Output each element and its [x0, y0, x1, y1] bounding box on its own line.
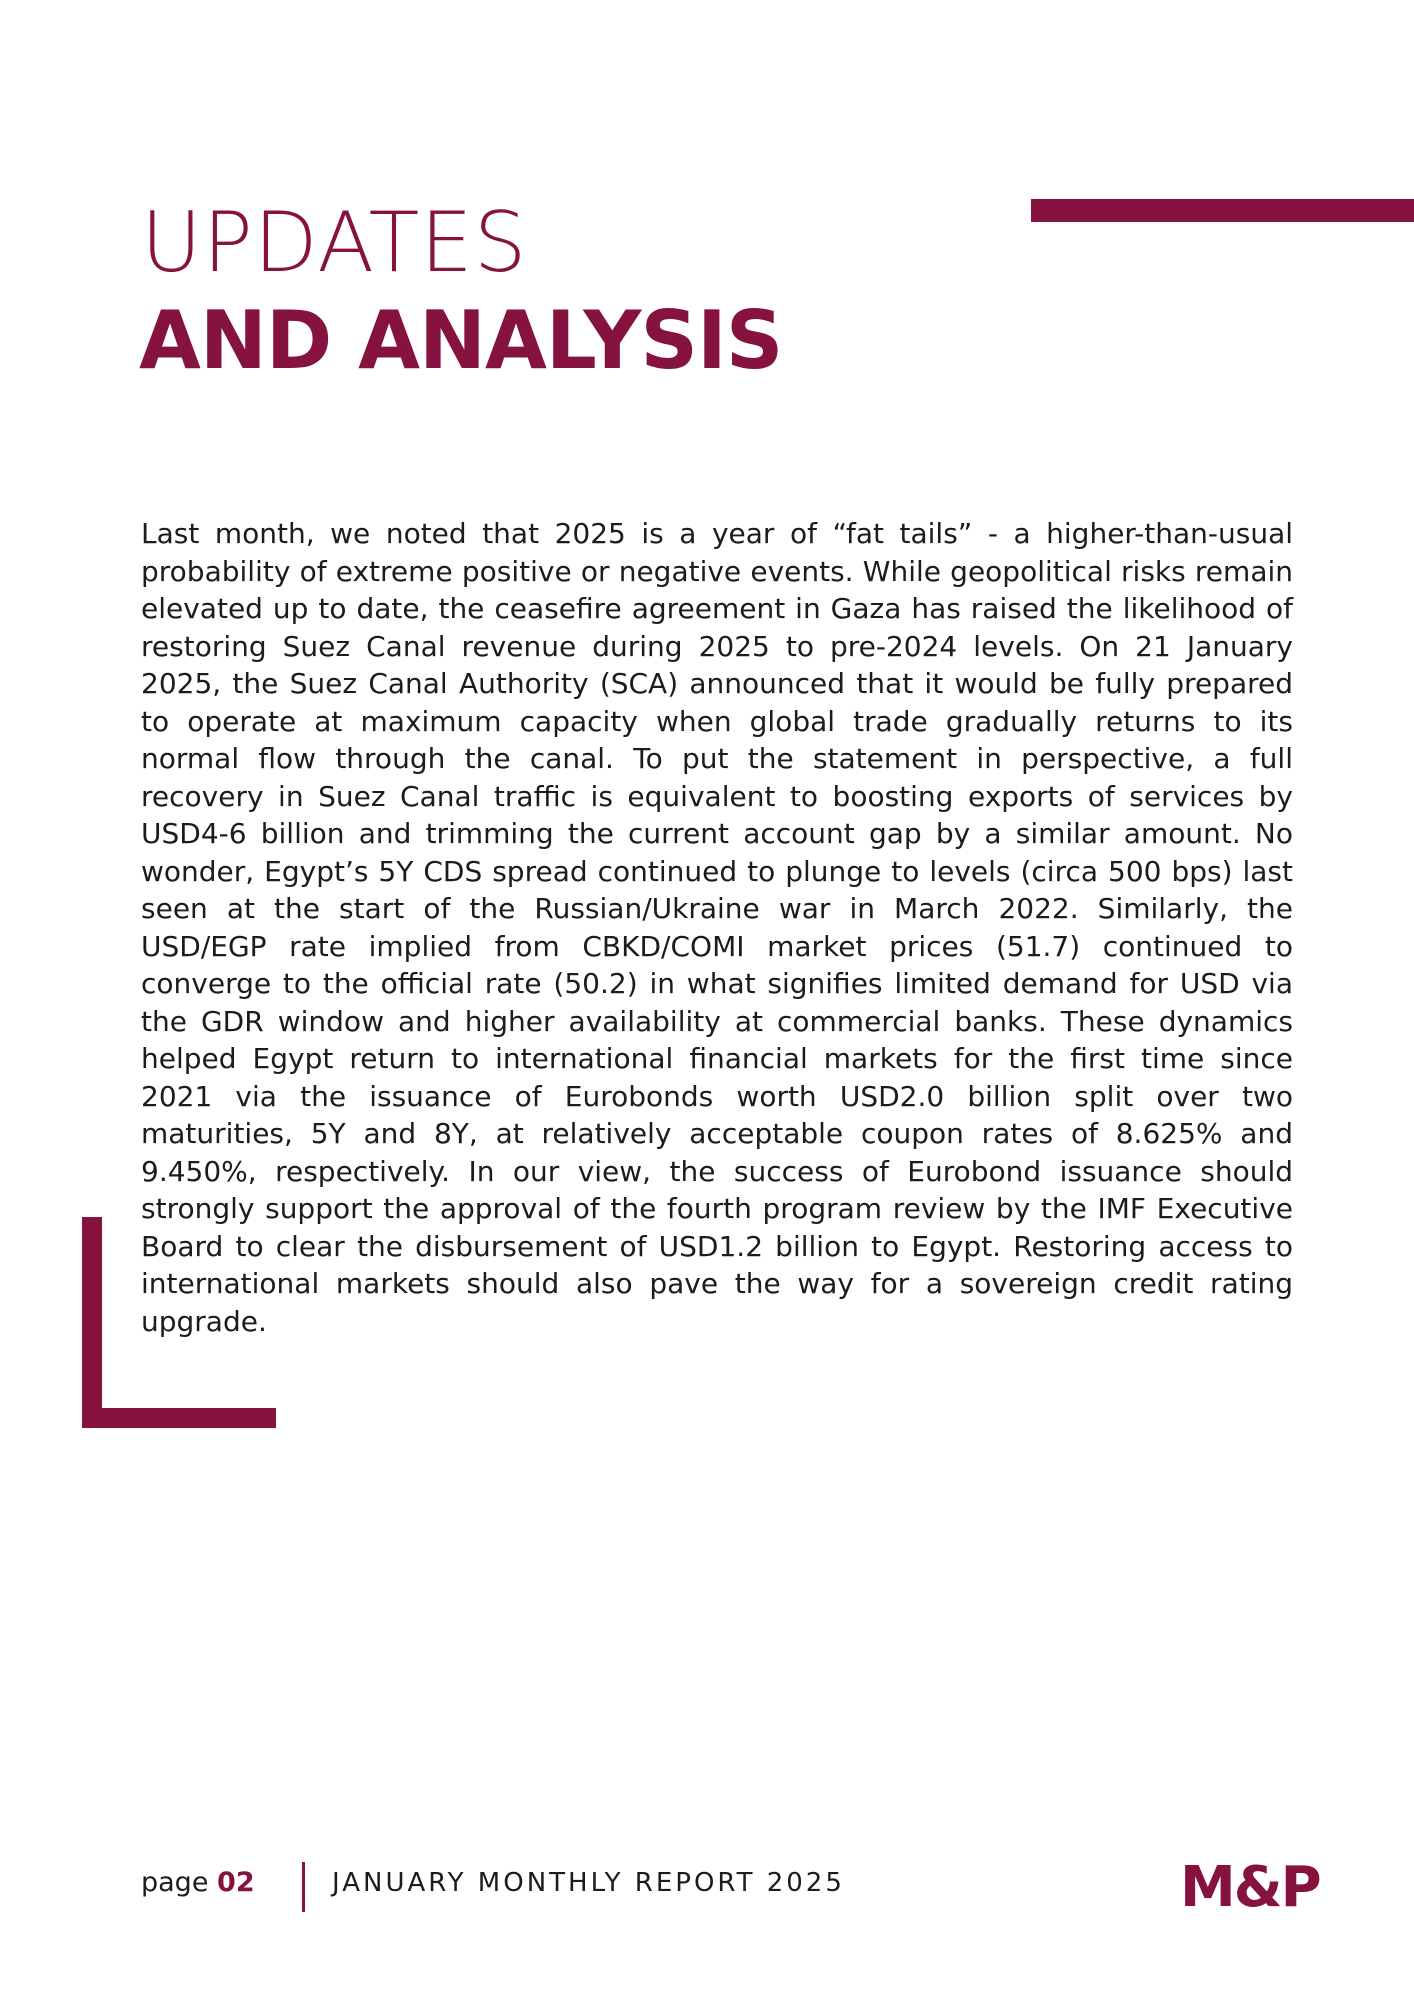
brand-logo: M&P — [1180, 1855, 1320, 1920]
page-label: page — [141, 1867, 209, 1898]
page-title-line-2: AND ANALYSIS — [139, 294, 783, 387]
page-number: 02 — [217, 1867, 255, 1898]
corner-bracket-vertical — [82, 1217, 102, 1428]
corner-bracket-horizontal — [82, 1408, 276, 1428]
footer-page-indicator — [141, 1865, 255, 1901]
report-title: JANUARY MONTHLY REPORT 2025 — [332, 1868, 845, 1898]
footer-divider — [302, 1862, 305, 1912]
top-accent-bar — [1031, 199, 1414, 222]
page-title-line-1: UPDATES — [141, 194, 528, 291]
body-paragraph: Last month, we noted that 2025 is a year of “fat tails” - a higher-than-usual probability of extreme positive or negative events. While geopolitical risks remain elevated up to date, the ceasefire agreement in Gaza has raised the likelihood of restoring Suez Canal revenue during 2025 to pre-2024 levels. On 21 January 2025, the Suez Canal Authority (SCA) announced that it would be fully prepared to operate at maximum capacity when global trade gradually returns to its normal flow through the canal. To put the statement in perspective, a full recovery in Suez Canal traffic is equivalent to boosting exports of services by USD4-6 billion and trimming the current account gap by a similar amount. No wonder, Egypt’s 5Y CDS spread continued to plunge to levels (circa 500 bps) last seen at the start of the Russian/Ukraine war in March 2022. Similarly, the USD/EGP rate implied from CBKD/COMI market prices (51.7) continued to converge to the official rate (50.2) in what signifies limited demand for USD via the GDR window and higher availability at commercial banks. These dynamics helped Egypt return to international financial markets for the first time since 2021 via the issuance of Eurobonds worth USD2.0 billion split over two maturities, 5Y and 8Y, at relatively acceptable coupon rates of 8.625% and 9.450%, respectively. In our view, the success of Eurobond issuance should strongly support the approval of the fourth program review by the IMF Executive Board to clear the disbursement of USD1.2 billion to Egypt. Restoring access to international markets should also pave the way for a sovereign credit rating upgrade. — [141, 517, 1293, 1338]
